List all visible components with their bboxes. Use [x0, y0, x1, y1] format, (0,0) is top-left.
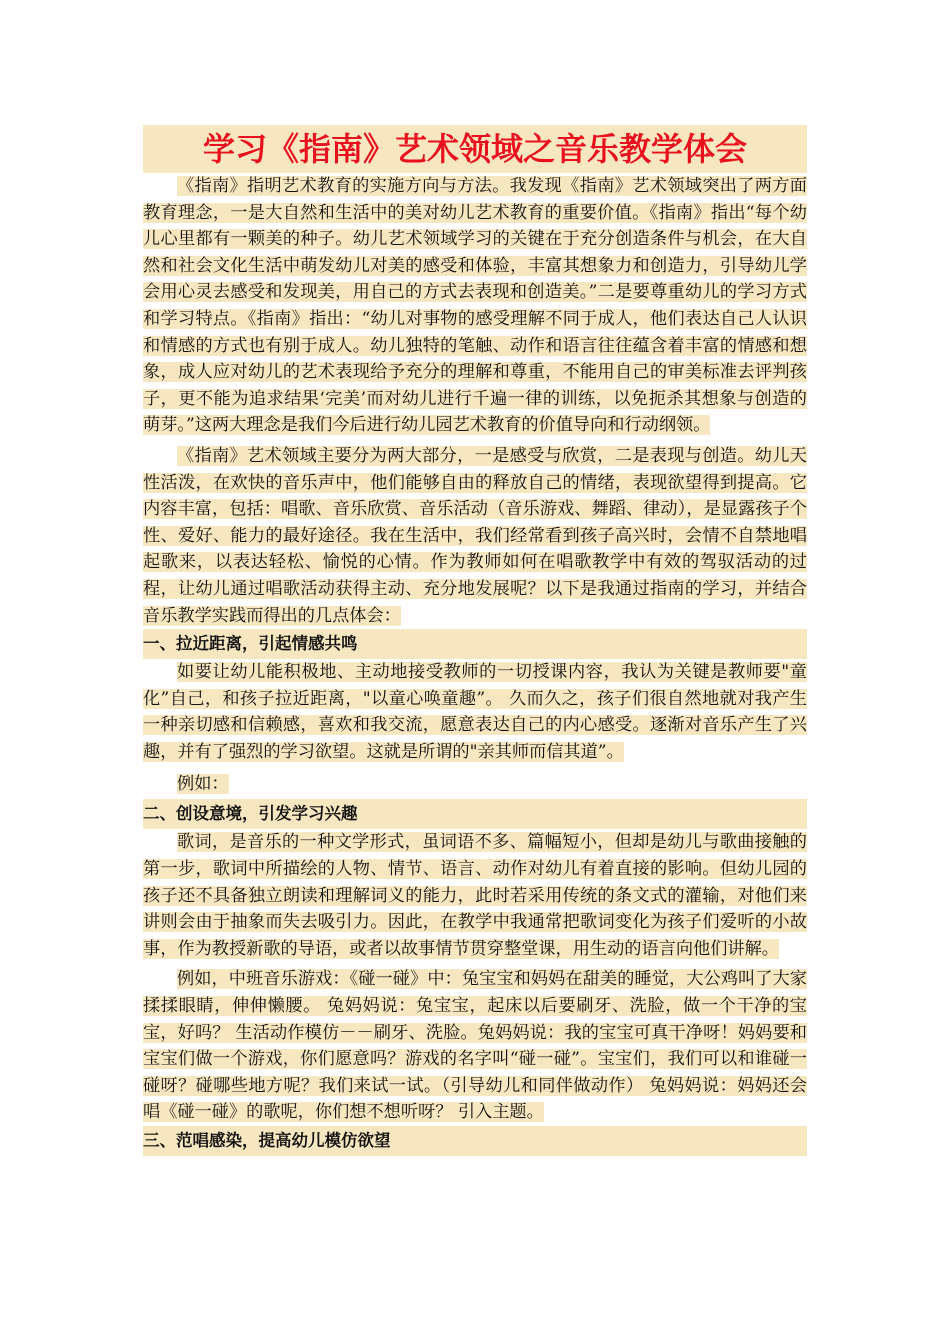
paragraph-6-text: 例如，中班音乐游戏：《碰一碰》中：兔宝宝和妈妈在甜美的睡觉，大公鸡叫了大家揉揉眼睛，伸伸懒腰。 兔妈妈说：兔宝宝，起床以后要刷牙、洗脸，做一个干净的宝宝，好吗？ 生活动作模仿－－刷牙、洗脸。兔妈妈说：我的宝宝可真干净呀！妈妈要和宝宝们做一个游戏，你们愿意吗？游戏的名字叫“碰一碰”。宝宝们，我们可以和谁碰一碰呀？碰哪些地方呢？我们来试一试。（引导幼儿和同伴做动作） 兔妈妈说：妈妈还会唱《碰一碰》的歌呢，你们想不想听呀？ 引入主题。	[143, 969, 807, 1123]
paragraph-5-text: 歌词，是音乐的一种文学形式，虽词语不多、篇幅短小，但却是幼儿与歌曲接触的第一步，歌词中所描绘的人物、情节、语言、动作对幼儿有着直接的影响。但幼儿园的孩子还不具备独立朗读和理解词义的能力，此时若采用传统的条文式的灌输，对他们来讲则会由于抽象而失去吸引力。因此，在教学中我通常把歌词变化为孩子们爱听的小故事，作为教授新歌的导语，或者以故事情节贯穿整堂课，用生动的语言向他们讲解。	[143, 832, 807, 959]
paragraph-5	[143, 829, 807, 962]
paragraph-2	[143, 443, 807, 629]
paragraph-3	[143, 659, 807, 765]
paragraph-2-text: 《指南》艺术领域主要分为两大部分，一是感受与欣赏，二是表现与创造。幼儿天性活泼，在欢快的音乐声中，他们能够自由的释放自己的情绪，表现欲望得到提高。它内容丰富，包括：唱歌、音乐欣赏、音乐活动（音乐游戏、舞蹈、律动），是显露孩子个性、爱好、能力的最好途径。我在生活中，我们经常看到孩子高兴时，会情不自禁地唱起歌来，以表达轻松、愉悦的心情。作为教师如何在唱歌教学中有效的驾驭活动的过程，让幼儿通过唱歌活动获得主动、充分地发展呢？以下是我通过指南的学习，并结合音乐教学实践而得出的几点体会：	[143, 445, 807, 626]
paragraph-6	[143, 966, 807, 1126]
section-heading-2: 二、创设意境，引发学习兴趣	[143, 799, 807, 829]
paragraph-3-text: 如要让幼儿能积极地、主动地接受教师的一切授课内容，我认为关键是教师要"童化”自己，和孩子拉近距离，"以童心唤童趣”。 久而久之，孩子们很自然地就对我产生一种亲切感和信赖感，喜欢和我交流，愿意表达自己的内心感受。逐渐对音乐产生了兴趣，并有了强烈的学习欲望。这就是所谓的"亲其师而信其道”。	[143, 662, 807, 762]
document-title: 学习《指南》艺术领域之音乐教学体会	[143, 125, 807, 173]
paragraph-4	[143, 769, 807, 799]
section-heading-3: 三、范唱感染，提高幼儿模仿欲望	[143, 1126, 807, 1156]
paragraph-1-text: 《指南》指明艺术教育的实施方向与方法。我发现《指南》艺术领域突出了两方面教育理念，一是大自然和生活中的美对幼儿艺术教育的重要价值。《指南》指出“每个幼儿心里都有一颗美的种子。幼儿艺术领域学习的关键在于充分创造条件与机会，在大自然和社会文化生活中萌发幼儿对美的感受和体验，丰富其想象力和创造力，引导幼儿学会用心灵去感受和发现美，用自己的方式去表现和创造美。”二是要尊重幼儿的学习方式和学习特点。《指南》指出：“幼儿对事物的感受理解不同于成人，他们表达自己人认识和情感的方式也有别于成人。幼儿独特的笔触、动作和语言往往蕴含着丰富的情感和想象，成人应对幼儿的艺术表现给予充分的理解和尊重，不能用自己的审美标准去评判孩子，更不能为追求结果‘完美’而对幼儿进行千遍一律的训练，以免扼杀其想象与创造的萌芽。”这两大理念是我们今后进行幼儿园艺术教育的价值导向和行动纲领。	[143, 176, 807, 436]
section-heading-1: 一、拉近距离，引起情感共鸣	[143, 629, 807, 659]
paragraph-1	[143, 173, 807, 439]
document-page	[143, 125, 807, 1217]
paragraph-4-text: 例如：	[177, 774, 229, 795]
